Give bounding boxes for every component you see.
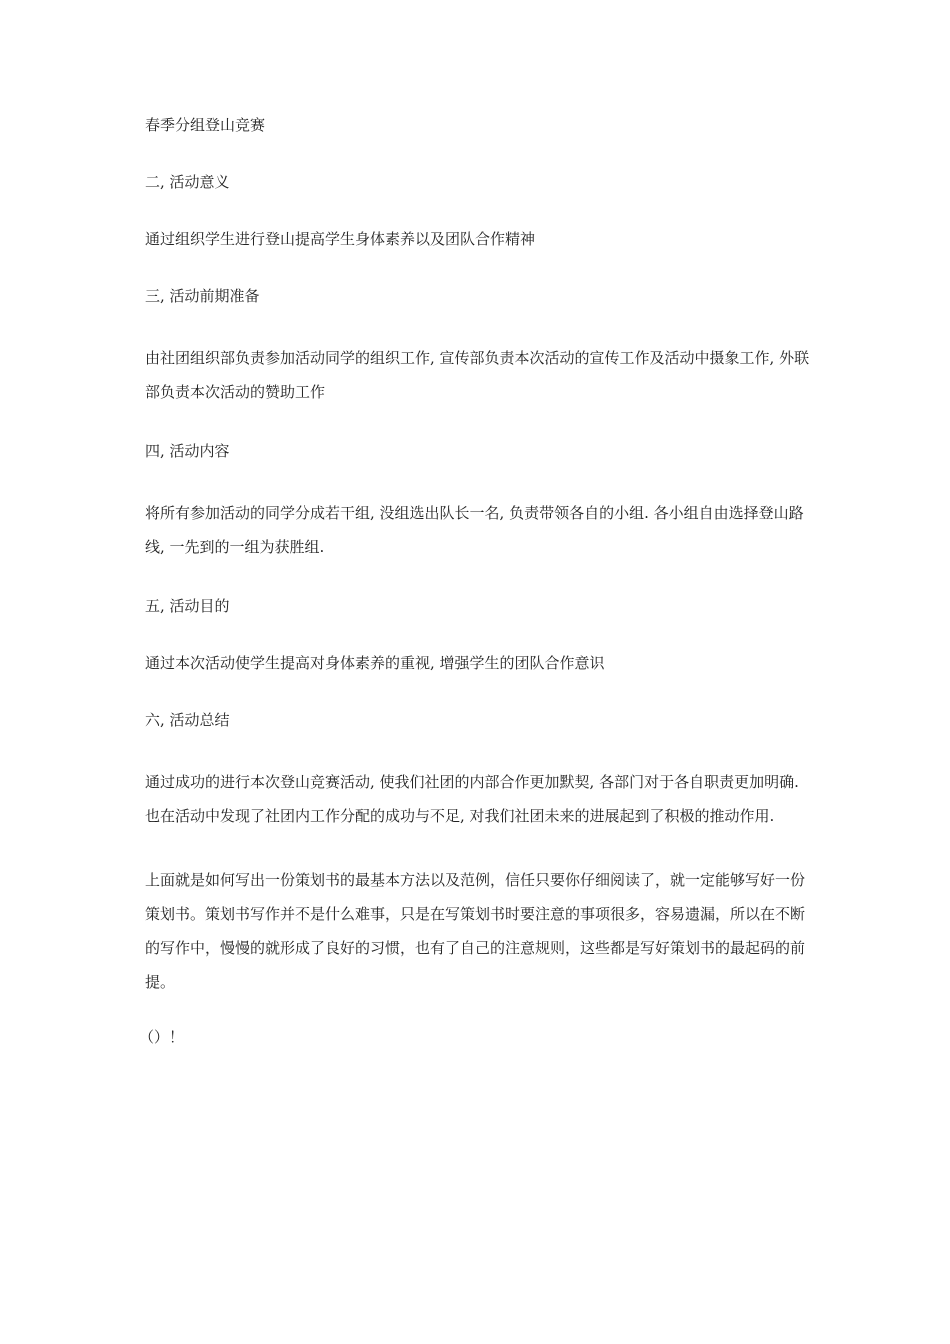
section-body-significance: 通过组织学生进行登山提高学生身体素养以及团队合作精神 (145, 230, 536, 248)
footer-text: （）！ (139, 1028, 185, 1046)
closing-paragraph: 上面就是如何写出一份策划书的最基本方法以及范例，信任只要你仔细阅读了，就一定能够写好一份策划书。策划书写作并不是什么难事，只是在写策划书时要注意的事项很多，容易遗漏，所以在不断的写作中，慢慢的就形成了良好的习惯，也有了自己的注意规则，这些都是写好策划书的最起码的前提。 (145, 871, 806, 991)
document-content (139, 113, 810, 1049)
section-heading-content: 四, 活动内容 (145, 442, 230, 460)
section-body-content: 将所有参加活动的同学分成若干组, 没组选出队长一名, 负责带领各自的小组. 各小组自由选择登山路线, 一先到的一组为获胜组. (145, 504, 804, 556)
document-title: 春季分组登山竞赛 (145, 116, 266, 134)
section-heading-purpose: 五, 活动目的 (145, 597, 230, 615)
section-body-summary: 通过成功的进行本次登山竞赛活动, 使我们社团的内部合作更加默契, 各部门对于各自职责更加明确. 也在活动中发现了社团内工作分配的成功与不足, 对我们社团未来的进展起到了积极的推动作用. (145, 773, 799, 825)
section-heading-significance: 二, 活动意义 (145, 173, 230, 191)
section-heading-summary: 六, 活动总结 (145, 711, 230, 729)
section-body-purpose: 通过本次活动使学生提高对身体素养的重视, 增强学生的团队合作意识 (145, 654, 605, 672)
section-body-preparation: 由社团组织部负责参加活动同学的组织工作, 宣传部负责本次活动的宣传工作及活动中摄象工作, 外联部负责本次活动的赞助工作 (145, 349, 810, 401)
section-heading-preparation: 三, 活动前期准备 (145, 287, 260, 305)
